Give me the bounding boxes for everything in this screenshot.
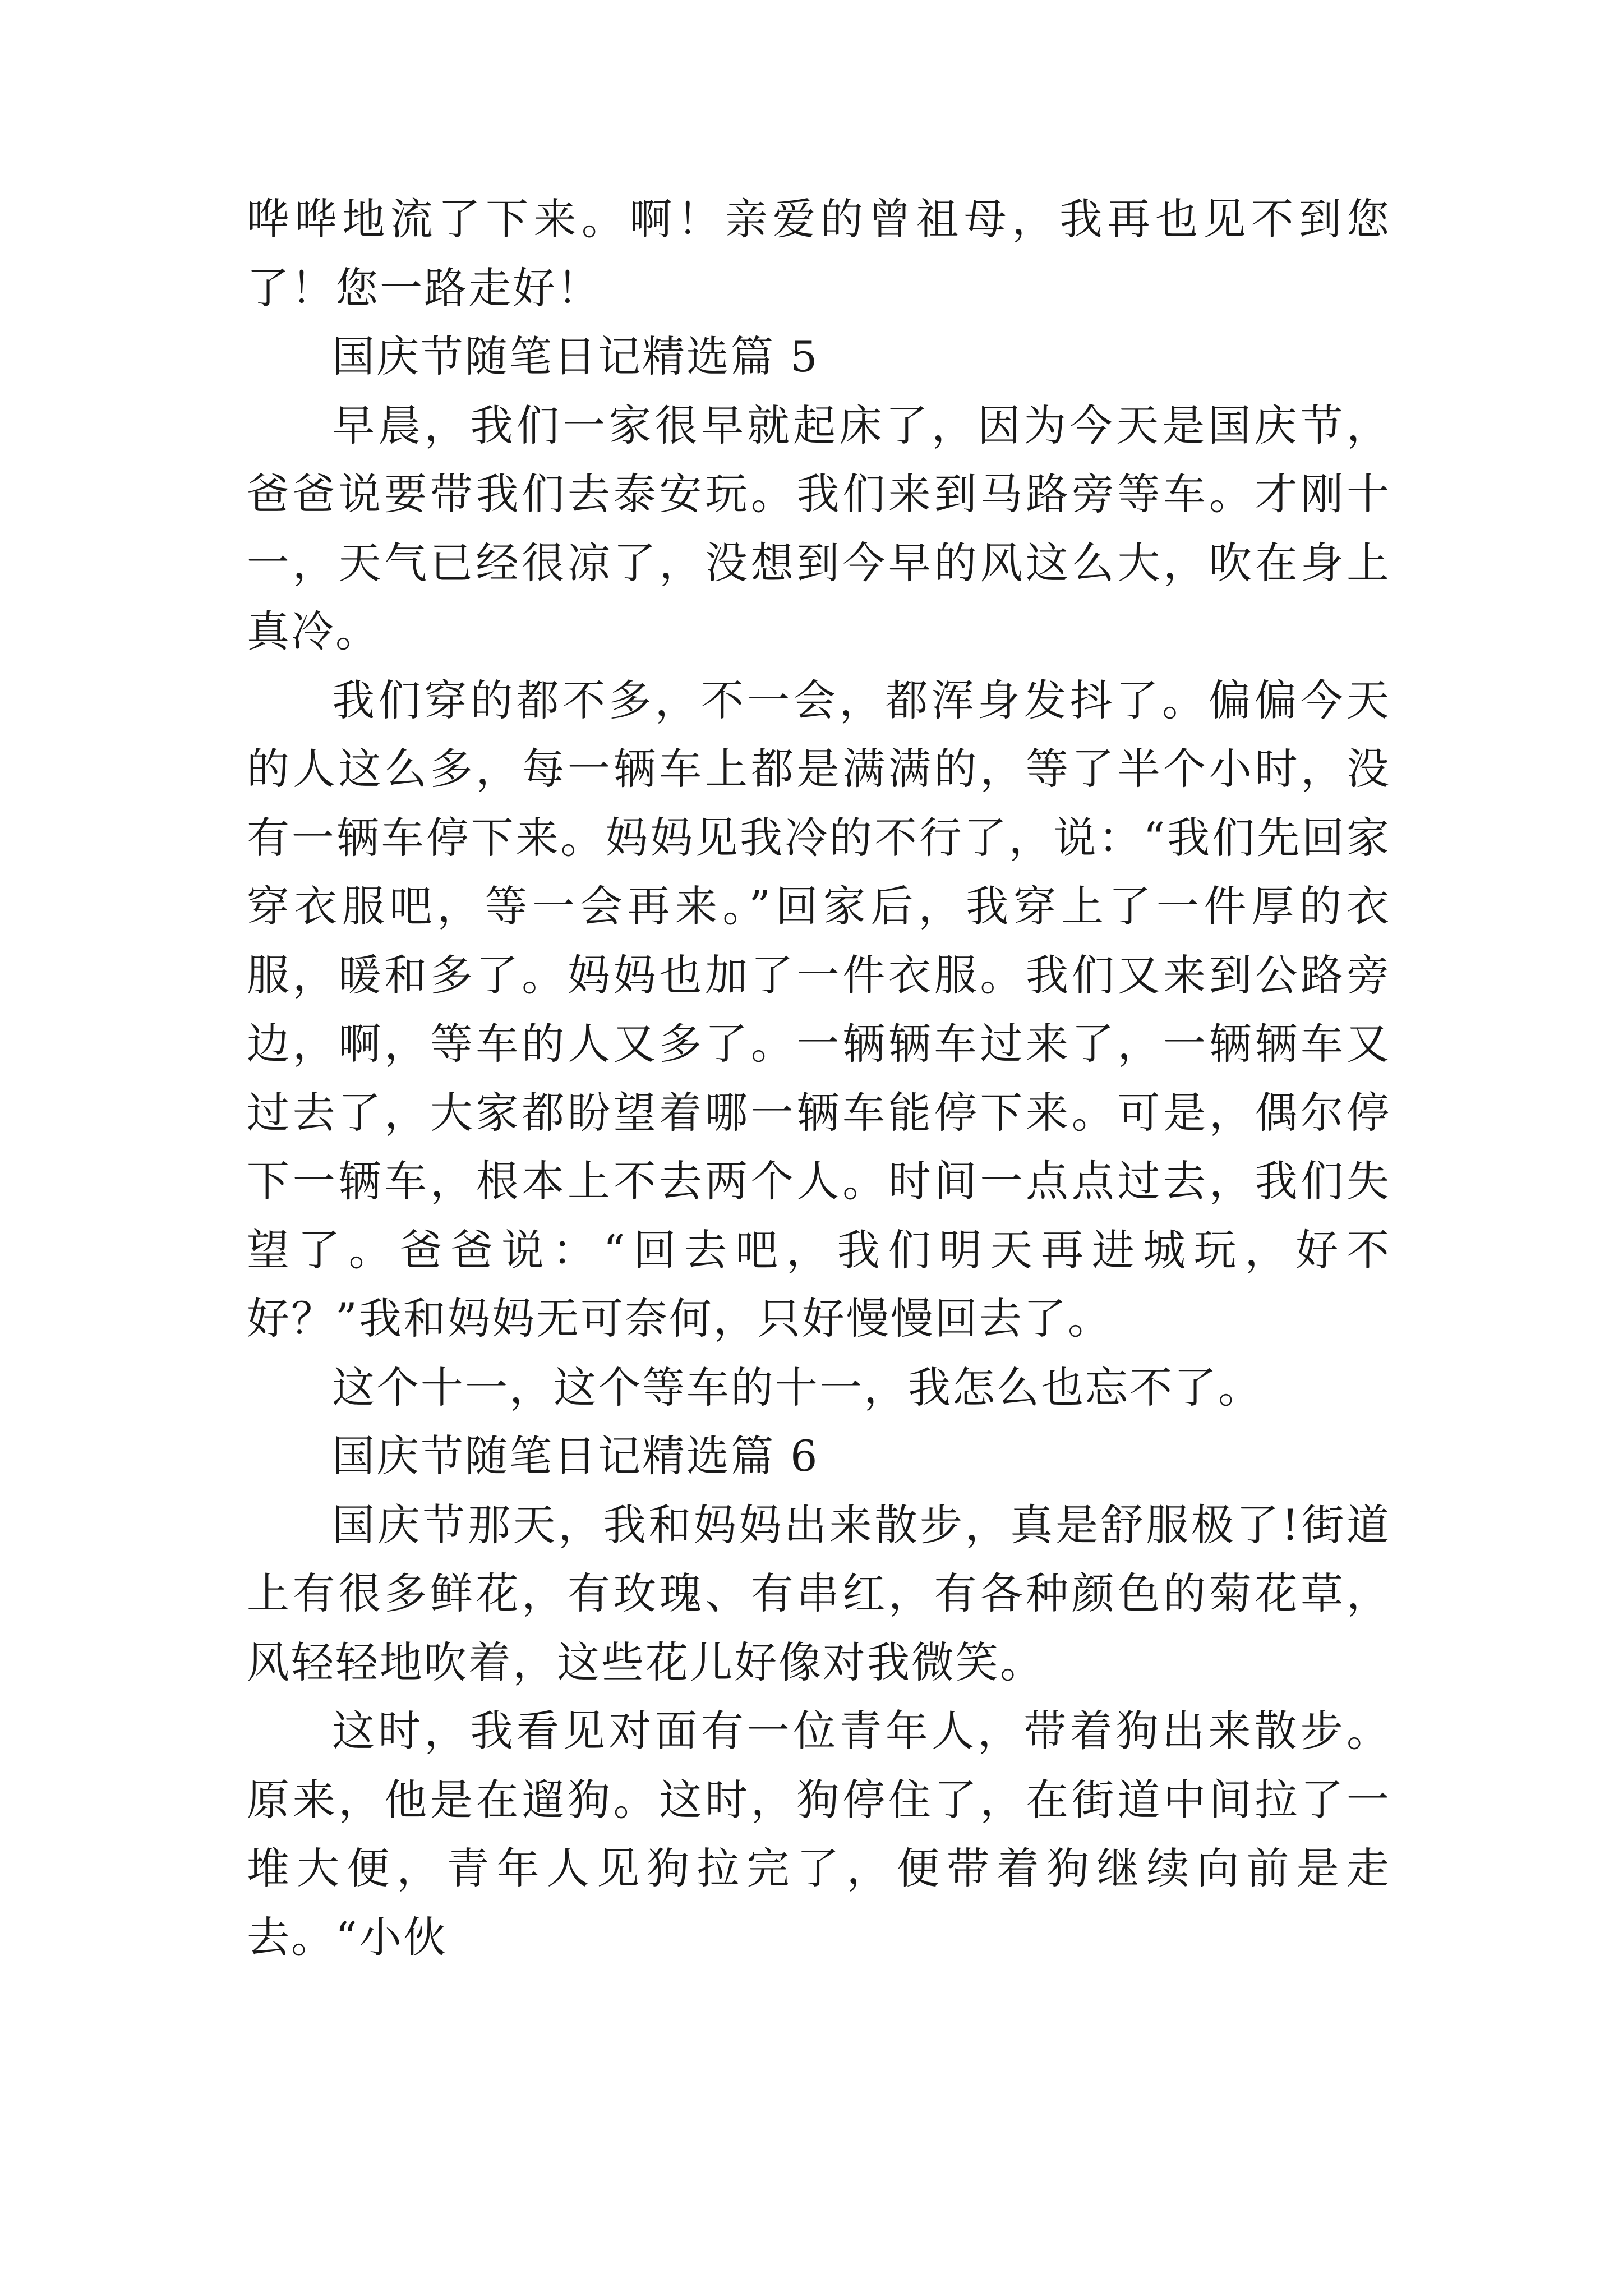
section-heading-6: 国庆节随笔日记精选篇 6: [332, 1431, 819, 1481]
paragraph-continuation: 哗哗地流了下来。啊！亲爱的曾祖母，我再也见不到您了！您一路走好！: [247, 194, 1391, 313]
paragraph-5-3: 这个十一，这个等车的十一，我怎么也忘不了。: [332, 1362, 1262, 1412]
document-body: [247, 185, 1391, 1972]
section-heading-5: 国庆节随笔日记精选篇 5: [332, 332, 819, 381]
paragraph-6-2: 这时，我看见对面有一位青年人，带着狗出来散步。原来，他是在遛狗。这时，狗停住了，在街道中间拉了一堆大便，青年人见狗拉完了，便带着狗继续向前是走去。“小伙: [247, 1706, 1391, 1962]
paragraph-6-1: 国庆节那天，我和妈妈出来散步，真是舒服极了!街道上有很多鲜花，有玫瑰、有串红，有各种颜色的菊花草，风轻轻地吹着，这些花儿好像对我微笑。: [247, 1499, 1391, 1687]
paragraph-5-1: 早晨，我们一家很早就起床了，因为今天是国庆节，爸爸说要带我们去泰安玩。我们来到马路旁等车。才刚十一，天气已经很凉了，没想到今早的风这么大，吹在身上真冷。: [247, 400, 1391, 656]
paragraph-5-2: 我们穿的都不多，不一会，都浑身发抖了。偏偏今天的人这么多，每一辆车上都是满满的，等了半个小时，没有一辆车停下来。妈妈见我冷的不行了，说：“我们先回家穿衣服吧，等一会再来。”回家后，我穿上了一件厚的衣服，暖和多了。妈妈也加了一件衣服。我们又来到公路旁边，啊，等车的人又多了。一辆辆车过来了，一辆辆车又过去了，大家都盼望着哪一辆车能停下来。可是，偶尔停下一辆车，根本上不去两个人。时间一点点过去，我们失望了。爸爸说：“回去吧，我们明天再进城玩，好不好？”我和妈妈无可奈何，只好慢慢回去了。: [247, 675, 1391, 1343]
